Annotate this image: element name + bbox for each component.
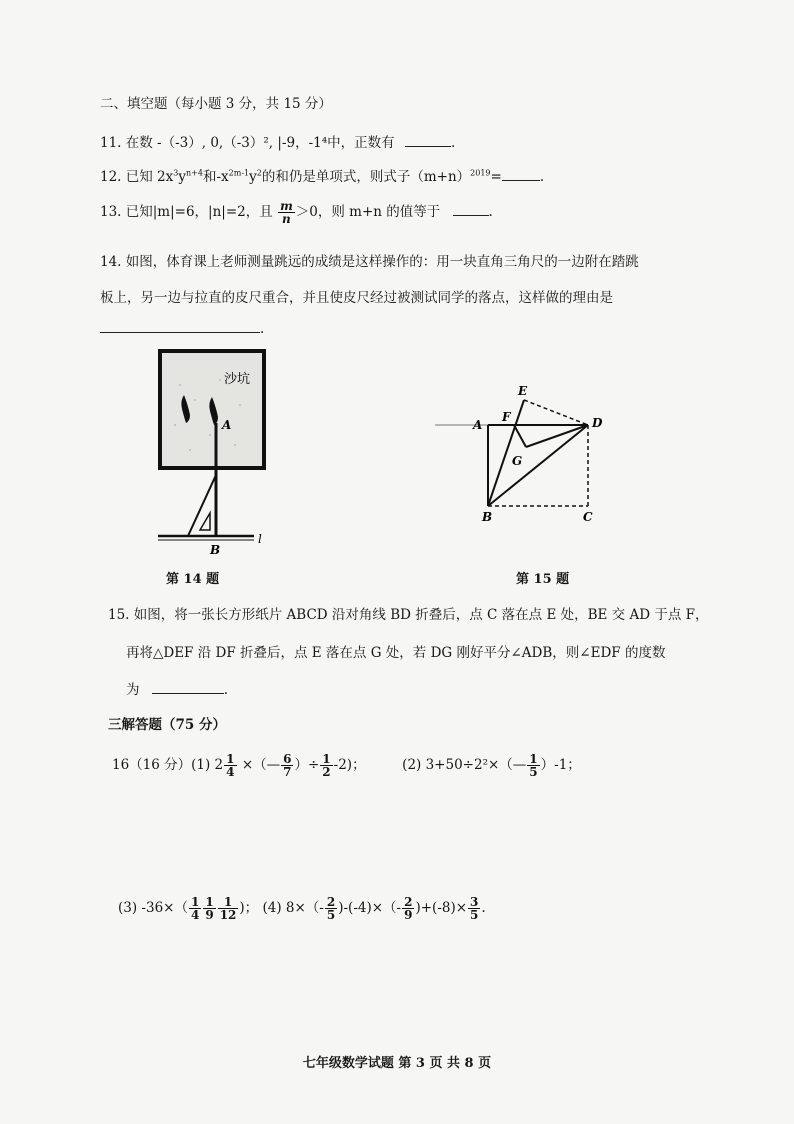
svg-text:A: A: [473, 418, 483, 432]
q13-fraction: $\frac{m}{n}$: [280, 199, 293, 226]
label-A: A: [222, 418, 232, 432]
figure-14-caption: 第 14 题: [166, 572, 220, 587]
q14-answer-blank[interactable]: [100, 320, 260, 333]
q11-text: 11. 在数 -（-3）, 0,（-3）², |-9，-1⁴中，正数有: [100, 135, 395, 151]
question-12: 12. 已知 $2x^3y^{n+4}$和$-x^{2m-1}y^2$的和仍是单项式，则式子$(m+n)^{2019}=$ .: [100, 168, 545, 185]
question-11: 11. 在数 -（-3）, 0,（-3）², |-9，-1⁴中，正数有 .: [100, 135, 456, 151]
label-l: l: [258, 532, 262, 546]
q11-answer-blank[interactable]: [405, 134, 451, 147]
svg-text:G: G: [512, 454, 523, 468]
question-15-line-3: 为 .: [126, 682, 229, 698]
q12-answer-blank[interactable]: [502, 168, 540, 181]
svg-text:E: E: [518, 384, 528, 398]
page-footer: 七年级数学试题 第 3 页 共 8 页: [302, 1056, 492, 1071]
pit-label: 沙坑: [224, 372, 251, 387]
section-3-title: 三解答题（75 分）: [108, 717, 226, 733]
question-14-answer: .: [100, 320, 264, 337]
q13-answer-blank[interactable]: [453, 203, 489, 216]
question-16-part-1-2: 16（16 分）(1) 2 $\frac{1}{4}$ ×（— $\frac{6}{7}$ ）÷ $\frac{1}{2}$ -2)； (2) 3+50÷2²×（— $\frac{1}{5}$ ）-1；: [112, 752, 581, 779]
figure-15-caption: 第 15 题: [516, 572, 570, 587]
question-13: 13. 已知|m|=6，|n|=2，且 $\frac{m}{n}$ ＞0，则 m+n 的值等于 .: [100, 199, 493, 226]
figure-15-folding: [430, 375, 620, 525]
svg-text:D: D: [592, 416, 603, 430]
q15-answer-blank[interactable]: [152, 681, 224, 694]
question-16-part-3-4: (3) -36×（ $\frac{1}{4}$ $\frac{1}{9}$ $\frac{1}{12}$ )； (4) 8×（- $\frac{2}{5}$ )-(-4)×（- $\frac{2}{9}$ )+(-8)× $\frac{3}{5}$ .: [118, 895, 486, 922]
svg-text:B: B: [482, 510, 493, 524]
question-15-line-2: 再将△DEF 沿 DF 折叠后，点 E 落在点 G 处，若 DG 刚好平分∠ADB，则∠EDF 的度数: [126, 645, 666, 661]
question-14-line-2: 板上，另一边与拉直的皮尺重合，并且使皮尺经过被测试同学的落点，这样做的理由是: [100, 290, 613, 306]
question-14-line-1: 14. 如图，体育课上老师测量跳远的成绩是这样操作的：用一块直角三角尺的一边附在踏跳: [100, 254, 639, 270]
svg-text:F: F: [502, 410, 511, 424]
svg-text:C: C: [583, 510, 593, 524]
question-15-line-1: 15. 如图，将一张长方形纸片 ABCD 沿对角线 BD 折叠后，点 C 落在点 E 处，BE 交 AD 于点 F，: [108, 607, 709, 623]
label-B: B: [210, 543, 221, 557]
figure-14-long-jump: [150, 345, 280, 560]
section-2-title: 二、填空题（每小题 3 分，共 15 分）: [100, 96, 332, 112]
